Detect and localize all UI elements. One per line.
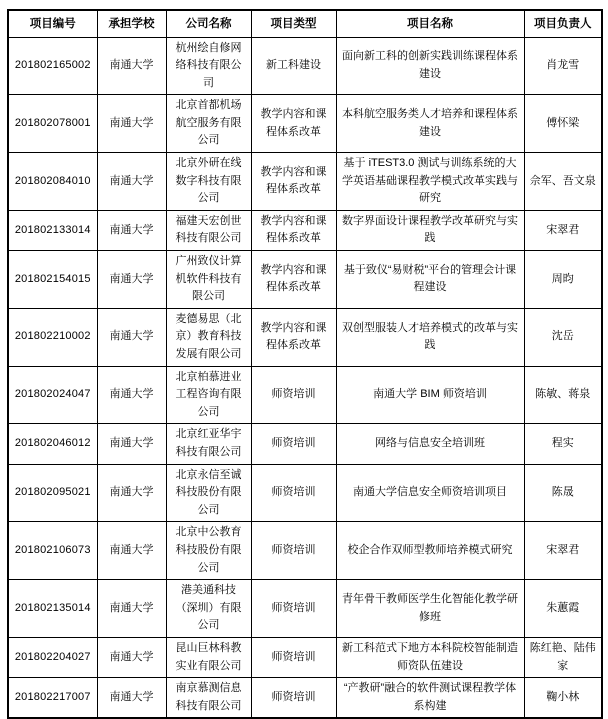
cell-school: 南通大学: [97, 637, 166, 677]
cell-school: 南通大学: [97, 308, 166, 366]
cell-project-id: 201802204027: [8, 637, 97, 677]
cell-project-type: 师资培训: [251, 678, 336, 719]
cell-project-type: 教学内容和课程体系改革: [251, 251, 336, 309]
header-company: 公司名称: [166, 10, 251, 37]
cell-project-id: 201802084010: [8, 153, 97, 211]
cell-leader: 宋翠君: [524, 210, 602, 250]
cell-company: 北京外研在线数字科技有限公司: [166, 153, 251, 211]
table-row: [8, 153, 602, 211]
cell-project-id: 201802046012: [8, 424, 97, 464]
cell-project-id: 201802133014: [8, 210, 97, 250]
cell-company: 港美通科技（深圳）有限公司: [166, 580, 251, 638]
cell-project-id: 201802078001: [8, 95, 97, 153]
table-row: [8, 366, 602, 424]
cell-company: 北京永信至诚科技股份有限公司: [166, 464, 251, 522]
cell-project-type: 教学内容和课程体系改革: [251, 210, 336, 250]
table-row: [8, 308, 602, 366]
cell-project-type: 师资培训: [251, 580, 336, 638]
cell-leader: 佘军、吾文泉: [524, 153, 602, 211]
cell-project-id: 201802135014: [8, 580, 97, 638]
cell-school: 南通大学: [97, 464, 166, 522]
cell-leader: 陈敏、蒋泉: [524, 366, 602, 424]
cell-project-type: 师资培训: [251, 464, 336, 522]
table-header: [8, 10, 602, 37]
cell-project-id: 201802106073: [8, 522, 97, 580]
cell-company: 杭州绘自修网络科技有限公司: [166, 37, 251, 95]
table-row: [8, 251, 602, 309]
cell-company: 北京首都机场航空服务有限公司: [166, 95, 251, 153]
cell-project-type: 师资培训: [251, 366, 336, 424]
table-row: [8, 210, 602, 250]
cell-leader: 宋翠君: [524, 522, 602, 580]
cell-company: 北京中公教育科技股份有限公司: [166, 522, 251, 580]
cell-project-id: 201802210002: [8, 308, 97, 366]
projects-table: [7, 9, 603, 719]
cell-leader: 肖龙雪: [524, 37, 602, 95]
cell-project-id: 201802024047: [8, 366, 97, 424]
cell-school: 南通大学: [97, 153, 166, 211]
table-row: [8, 424, 602, 464]
cell-project-id: 201802165002: [8, 37, 97, 95]
cell-project-type: 师资培训: [251, 522, 336, 580]
cell-leader: 陈红艳、陆伟家: [524, 637, 602, 677]
cell-company: 南京慕测信息科技有限公司: [166, 678, 251, 719]
cell-school: 南通大学: [97, 37, 166, 95]
cell-project-name: 基于 iTEST3.0 测试与训练系统的大学英语基础课程教学模式改革实践与研究: [336, 153, 524, 211]
cell-leader: 鞠小林: [524, 678, 602, 719]
cell-project-id: 201802095021: [8, 464, 97, 522]
table-body: [8, 37, 602, 718]
header-project-id: 项目编号: [8, 10, 97, 37]
cell-project-name: 数字界面设计课程教学改革研究与实践: [336, 210, 524, 250]
header-leader: 项目负责人: [524, 10, 602, 37]
cell-leader: 朱蕙霞: [524, 580, 602, 638]
cell-school: 南通大学: [97, 251, 166, 309]
cell-school: 南通大学: [97, 366, 166, 424]
cell-project-type: 教学内容和课程体系改革: [251, 153, 336, 211]
cell-school: 南通大学: [97, 580, 166, 638]
cell-project-name: 网络与信息安全培训班: [336, 424, 524, 464]
cell-project-name: 新工科范式下地方本科院校智能制造师资队伍建设: [336, 637, 524, 677]
cell-project-type: 新工科建设: [251, 37, 336, 95]
table-row: [8, 580, 602, 638]
cell-project-type: 师资培训: [251, 424, 336, 464]
cell-project-type: 教学内容和课程体系改革: [251, 95, 336, 153]
cell-project-name: 双创型服装人才培养模式的改革与实践: [336, 308, 524, 366]
table-row: [8, 37, 602, 95]
cell-project-id: 201802217007: [8, 678, 97, 719]
table-row: [8, 95, 602, 153]
table-row: [8, 522, 602, 580]
cell-company: 北京柏慕进业工程咨询有限公司: [166, 366, 251, 424]
cell-project-id: 201802154015: [8, 251, 97, 309]
cell-project-name: “产教研”融合的软件测试课程教学体系构建: [336, 678, 524, 719]
cell-school: 南通大学: [97, 210, 166, 250]
table-row: [8, 637, 602, 677]
cell-company: 昆山巨林科教实业有限公司: [166, 637, 251, 677]
table-row: [8, 678, 602, 719]
header-school: 承担学校: [97, 10, 166, 37]
cell-school: 南通大学: [97, 678, 166, 719]
table-row: [8, 464, 602, 522]
cell-leader: 沈岳: [524, 308, 602, 366]
cell-company: 广州致仪计算机软件科技有限公司: [166, 251, 251, 309]
cell-leader: 周昀: [524, 251, 602, 309]
cell-leader: 傅怀梁: [524, 95, 602, 153]
cell-project-name: 校企合作双师型教师培养模式研究: [336, 522, 524, 580]
cell-project-name: 南通大学信息安全师资培训项目: [336, 464, 524, 522]
cell-school: 南通大学: [97, 424, 166, 464]
cell-project-name: 青年骨干教师医学生化智能化教学研修班: [336, 580, 524, 638]
cell-leader: 程实: [524, 424, 602, 464]
cell-company: 麦德易思（北京）教育科技发展有限公司: [166, 308, 251, 366]
cell-project-name: 南通大学 BIM 师资培训: [336, 366, 524, 424]
cell-school: 南通大学: [97, 95, 166, 153]
cell-school: 南通大学: [97, 522, 166, 580]
cell-project-type: 师资培训: [251, 637, 336, 677]
cell-project-name: 基于致仪“易财税”平台的管理会计课程建设: [336, 251, 524, 309]
cell-leader: 陈晟: [524, 464, 602, 522]
cell-project-name: 本科航空服务类人才培养和课程体系建设: [336, 95, 524, 153]
cell-company: 北京红亚华宇科技有限公司: [166, 424, 251, 464]
cell-project-name: 面向新工科的创新实践训练课程体系建设: [336, 37, 524, 95]
cell-company: 福建天宏创世科技有限公司: [166, 210, 251, 250]
header-project-name: 项目名称: [336, 10, 524, 37]
cell-project-type: 教学内容和课程体系改革: [251, 308, 336, 366]
header-project-type: 项目类型: [251, 10, 336, 37]
header-row: [8, 10, 602, 37]
